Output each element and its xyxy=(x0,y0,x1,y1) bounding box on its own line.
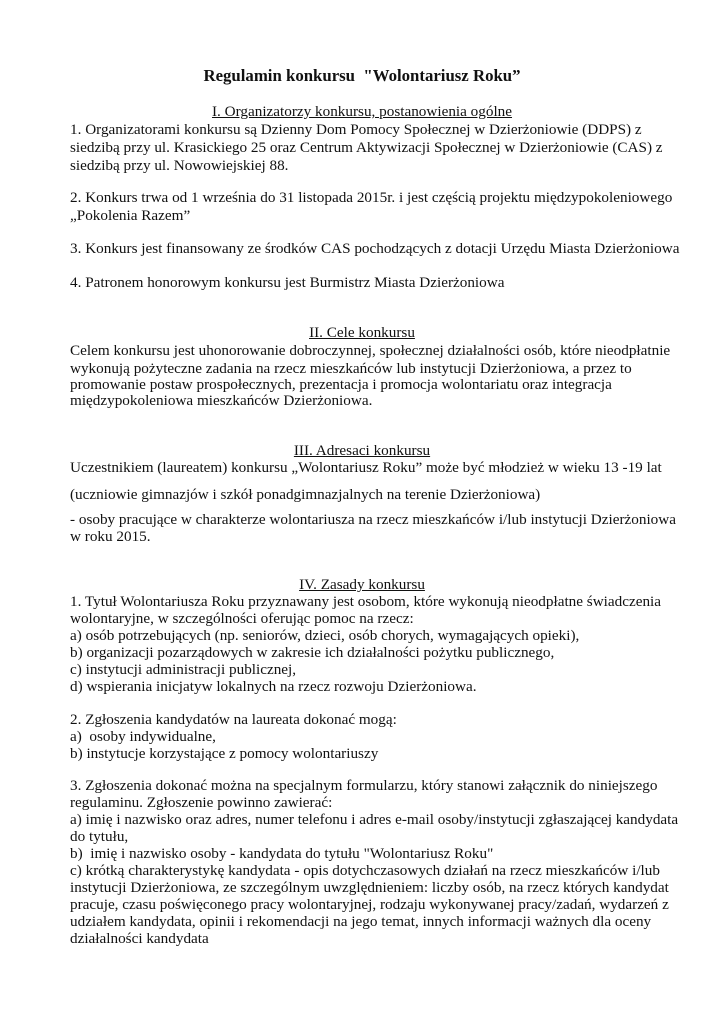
section-3-heading: III. Adresaci konkursu xyxy=(293,442,431,459)
section-3-line: (uczniowie gimnazjów i szkół ponadgimnazjalnych na terenie Dzierżoniowa) xyxy=(70,486,541,503)
section-4-line: działalności kandydata xyxy=(70,930,209,947)
section-4-line: a) osób potrzebujących (np. seniorów, dzieci, osób chorych, wymagających opieki), xyxy=(70,627,580,644)
section-4-line: do tytułu, xyxy=(70,828,129,845)
section-4-line: b) imię i nazwisko osoby - kandydata do tytułu "Wolontariusz Roku" xyxy=(70,845,494,862)
section-2-line: promowanie postaw prospołecznych, prezentacja i promocja wolontariatu oraz integracja xyxy=(70,376,612,393)
section-4-line: pracuje, czasu poświęconego pracy wolontaryjnej, rodzaju wykonywanej pracy/zadań, wydarzeń z xyxy=(70,896,669,913)
section-3-line: - osoby pracujące w charakterze wolontariusza na rzecz mieszkańców i/lub instytucji Dzierżoniowa xyxy=(70,511,676,528)
section-1-line: siedzibą przy ul. Nowowiejskiej 88. xyxy=(70,157,289,174)
section-4-line: a) osoby indywidualne, xyxy=(70,728,216,745)
section-4-line: d) wspierania inicjatyw lokalnych na rzecz rozwoju Dzierżoniowa. xyxy=(70,678,477,695)
section-1-line: 2. Konkurs trwa od 1 września do 31 listopada 2015r. i jest częścią projektu międzypokoleniowego xyxy=(70,189,673,206)
section-2-heading: II. Cele konkursu xyxy=(309,324,415,341)
section-2-line: wykonują pożyteczne zadania na rzecz mieszkańców lub instytucji Dzierżoniowa, a przez to xyxy=(70,360,632,377)
section-4-line: regulaminu. Zgłoszenie powinno zawierać: xyxy=(70,794,333,811)
section-1-line: „Pokolenia Razem” xyxy=(70,207,191,224)
section-3-line: Uczestnikiem (laureatem) konkursu „Wolontariusz Roku” może być młodzież w wieku 13 -19 lat xyxy=(70,459,662,476)
section-1-line: siedzibą przy ul. Krasickiego 25 oraz Centrum Aktywizacji Społecznej w Dzierżoniowie (CAS) z xyxy=(70,139,663,156)
section-4-line: instytucji Dzierżoniowa, ze szczególnym uwzględnieniem: liczby osób, na rzecz których kandydat xyxy=(70,879,669,896)
section-1-line: 3. Konkurs jest finansowany ze środków CAS pochodzących z dotacji Urzędu Miasta Dzierżoniowa xyxy=(70,240,680,257)
section-4-line: wolontaryjne, w szczególności oferując pomoc na rzecz: xyxy=(70,610,414,627)
section-1-line: 4. Patronem honorowym konkursu jest Burmistrz Miasta Dzierżoniowa xyxy=(70,274,505,291)
section-4-line: b) organizacji pozarządowych w zakresie ich działalności pożytku publicznego, xyxy=(70,644,555,661)
section-4-line: udziałem kandydata, opinii i rekomendacji na jego temat, innych informacji ważnych dla oceny xyxy=(70,913,652,930)
section-4-line: 1. Tytuł Wolontariusza Roku przyznawany jest osobom, które wykonują nieodpłatne świadczenia xyxy=(70,593,662,610)
document-title: Regulamin konkursu "Wolontariusz Roku” xyxy=(203,66,521,85)
section-2-line: międzypokoleniowa mieszkańców Dzierżoniowa. xyxy=(70,392,373,409)
section-1-heading: I. Organizatorzy konkursu, postanowienia ogólne xyxy=(211,103,513,120)
section-4-line: 3. Zgłoszenia dokonać można na specjalnym formularzu, który stanowi załącznik do niniejszego xyxy=(70,777,658,794)
section-3-line: w roku 2015. xyxy=(70,528,151,545)
section-4-line: c) instytucji administracji publicznej, xyxy=(70,661,297,678)
section-4-line: b) instytucje korzystające z pomocy wolontariuszy xyxy=(70,745,379,762)
section-4-line: a) imię i nazwisko oraz adres, numer telefonu i adres e-mail osoby/instytucji zgłaszającej kandydata xyxy=(70,811,679,828)
section-4-heading: IV. Zasady konkursu xyxy=(299,576,425,593)
section-1-line: 1. Organizatorami konkursu są Dzienny Dom Pomocy Społecznej w Dzierżoniowie (DDPS) z xyxy=(70,121,642,138)
section-4-line: 2. Zgłoszenia kandydatów na laureata dokonać mogą: xyxy=(70,711,397,728)
section-4-line: c) krótką charakterystykę kandydata - opis dotychczasowych działań na rzecz mieszkańców i/lub xyxy=(70,862,660,879)
section-2-line: Celem konkursu jest uhonorowanie dobroczynnej, społecznej działalności osób, które nieodpłatnie xyxy=(70,342,671,359)
